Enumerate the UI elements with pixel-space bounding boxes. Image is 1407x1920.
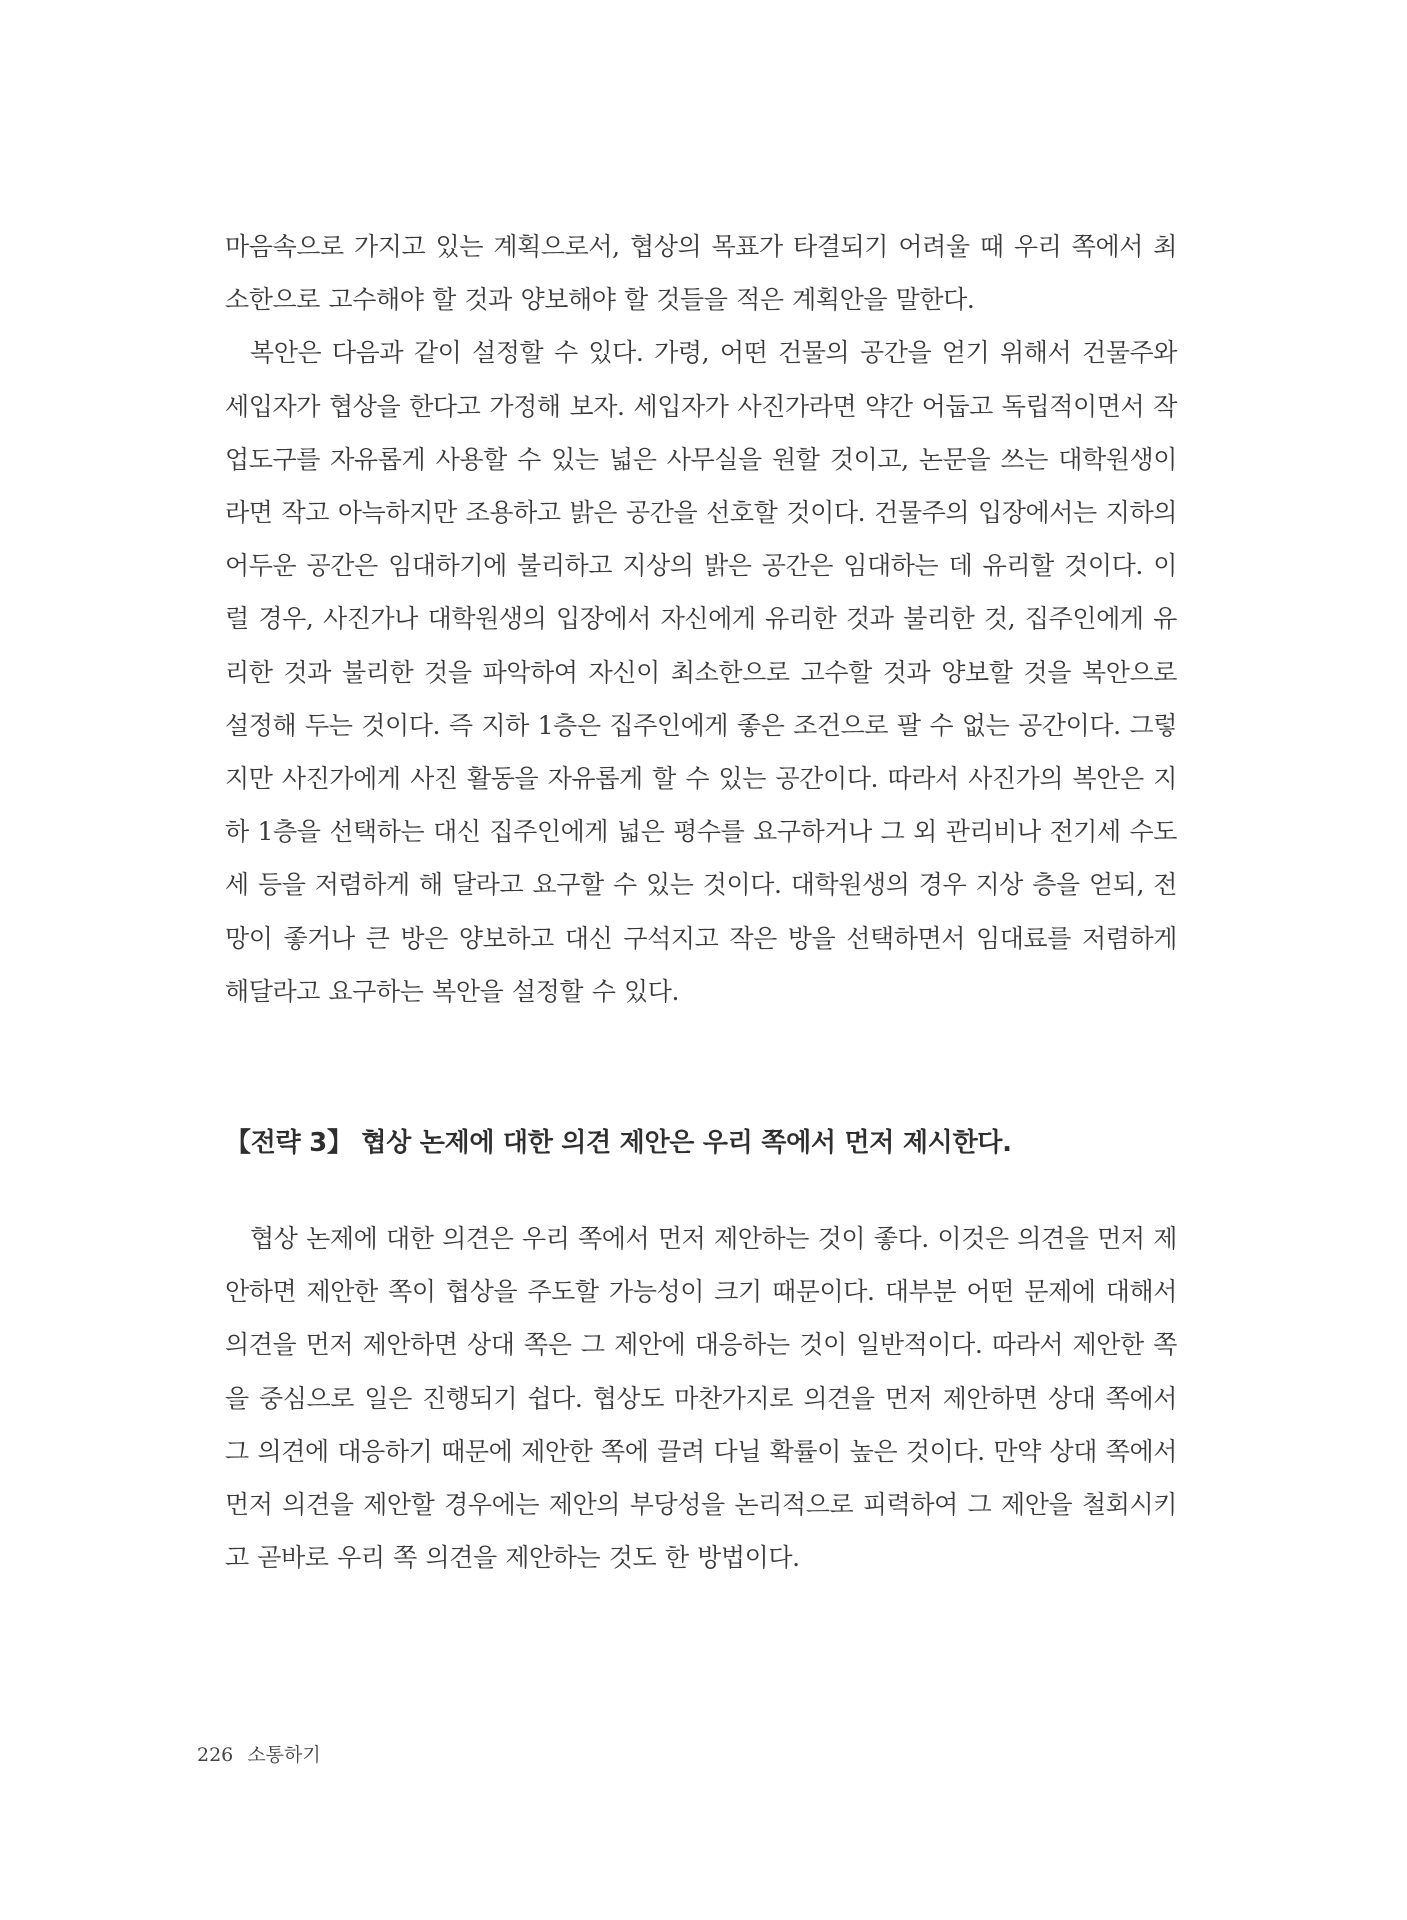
page-number: 226: [197, 1744, 234, 1766]
paragraph-plan-example: 복안은 다음과 같이 설정할 수 있다. 가령, 어떤 건물의 공간을 얻기 위해서 건물주와 세입자가 협상을 한다고 가정해 보자. 세입자가 사진가라면 약간 어둡고 독립적이면서 작업도구를 자유롭게 사용할 수 있는 넓은 사무실을 원할 것이고, 논문을 쓰는 대학원생이라면 작고 아늑하지만 조용하고 밝은 공간을 선호할 것이다. 건물주의 입장에서는 지하의 어두운 공간은 임대하기에 불리하고 지상의 밝은 공간은 임대하는 데 유리할 것이다. 이럴 경우, 사진가나 대학원생의 입장에서 자신에게 유리한 것과 불리한 것, 집주인에게 유리한 것과 불리한 것을 파악하여 자신이 최소한으로 고수할 것과 양보할 것을 복안으로 설정해 두는 것이다. 즉 지하 1층은 집주인에게 좋은 조건으로 팔 수 없는 공간이다. 그렇지만 사진가에게 사진 활동을 자유롭게 할 수 있는 공간이다. 따라서 사진가의 복안은 지하 1층을 선택하는 대신 집주인에게 넓은 평수를 요구하거나 그 외 관리비나 전기세 수도세 등을 저렴하게 해 달라고 요구할 수 있는 것이다. 대학원생의 경우 지상 층을 얻되, 전망이 좋거나 큰 방은 양보하고 대신 구석지고 작은 방을 선택하면서 임대료를 저렴하게 해달라고 요구하는 복안을 설정할 수 있다.: [225, 338, 1177, 1006]
page-footer: [197, 1740, 321, 1767]
paragraph-continued: 마음속으로 가지고 있는 계획으로서, 협상의 목표가 타결되기 어려울 때 우리 쪽에서 최소한으로 고수해야 할 것과 양보해야 할 것들을 적은 계획안을 말한다.: [225, 232, 1177, 315]
body-text-block-1: [225, 220, 1177, 1018]
body-text-block-2: [225, 1212, 1177, 1584]
section-heading-strategy-3: 【전략 3】 협상 논제에 대한 의견 제안은 우리 쪽에서 먼저 제시한다.: [225, 1128, 1012, 1158]
paragraph-first-proposal: 협상 논제에 대한 의견은 우리 쪽에서 먼저 제안하는 것이 좋다. 이것은 의견을 먼저 제안하면 제안한 쪽이 협상을 주도할 가능성이 크기 때문이다. 대부분 어떤 문제에 대해서 의견을 먼저 제안하면 상대 쪽은 그 제안에 대응하는 것이 일반적이다. 따라서 제안한 쪽을 중심으로 일은 진행되기 쉽다. 협상도 마찬가지로 의견을 먼저 제안하면 상대 쪽에서 그 의견에 대응하기 때문에 제안한 쪽에 끌려 다닐 확률이 높은 것이다. 만약 상대 쪽에서 먼저 의견을 제안할 경우에는 제안의 부당성을 논리적으로 피력하여 그 제안을 철회시키고 곧바로 우리 쪽 의견을 제안하는 것도 한 방법이다.: [225, 1224, 1177, 1573]
running-section-title: 소통하기: [247, 1744, 321, 1766]
